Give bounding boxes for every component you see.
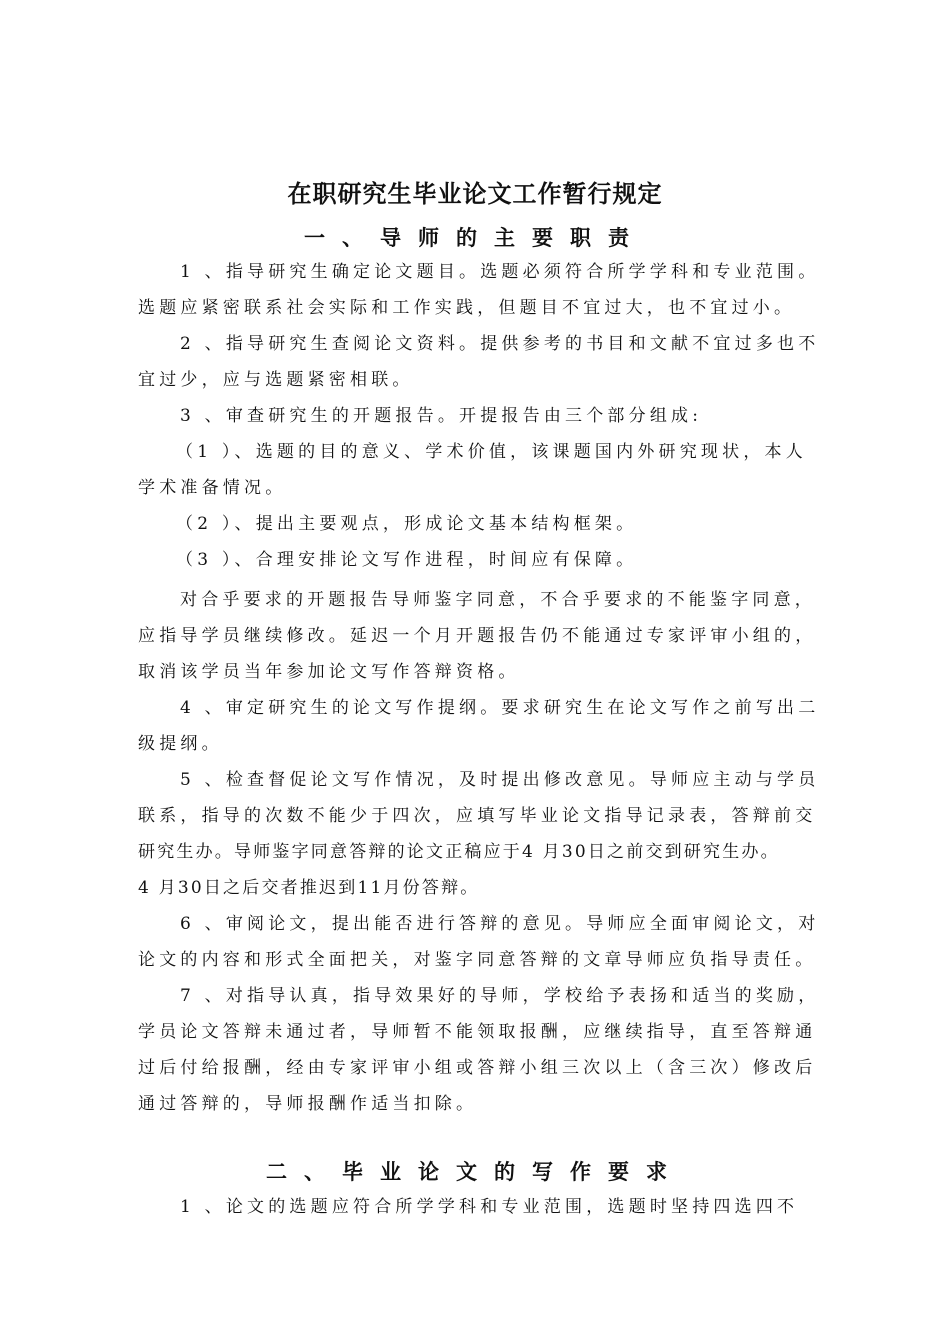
- document-title: 在职研究生毕业论文工作暂行规定: [287, 180, 663, 208]
- paragraph-line: 6 、审阅论文，提出能否进行答辩的意见。导师应全面审阅论文，对: [180, 914, 820, 934]
- paragraph-line: 4 、审定研究生的论文写作提纲。要求研究生在论文写作之前写出二: [180, 698, 820, 718]
- section-heading-2: 二、毕业论文的写作要求: [266, 1160, 684, 1184]
- paragraph-line: （2 ）、提出主要观点，形成论文基本结构框架。: [176, 514, 638, 534]
- paragraph-line: 3 、审查研究生的开题报告。开提报告由三个部分组成:: [180, 406, 703, 426]
- paragraph-line: 选题应紧密联系社会实际和工作实践，但题目不宜过大，也不宜过小。: [138, 298, 796, 318]
- paragraph-line: 联系，指导的次数不能少于四次，应填写毕业论文指导记录表，答辩前交: [138, 806, 817, 826]
- paragraph-line: 论文的内容和形式全面把关，对鉴字同意答辩的文章导师应负指导责任。: [138, 950, 817, 970]
- paragraph-line: 取消该学员当年参加论文写作答辩资格。: [138, 662, 520, 682]
- paragraph-line: 4 月30日之后交者推迟到11月份答辩。: [138, 878, 480, 898]
- paragraph-line: （1 ）、选题的目的意义、学术价值，该课题国内外研究现状，本人: [176, 442, 807, 462]
- paragraph-line: 对合乎要求的开题报告导师鉴字同意，不合乎要求的不能鉴字同意，: [180, 590, 816, 610]
- paragraph-line: 7 、对指导认真，指导效果好的导师，学校给予表扬和适当的奖励，: [180, 986, 820, 1006]
- paragraph-line: 5 、检查督促论文写作情况，及时提出修改意见。导师应主动与学员: [180, 770, 820, 790]
- section-heading-1: 一、导师的主要职责: [304, 226, 646, 250]
- paragraph-line: 级提纲。: [138, 734, 223, 754]
- paragraph-line: 1 、论文的选题应符合所学学科和专业范围，选题时坚持四选四不: [180, 1197, 799, 1217]
- paragraph-line: 2 、指导研究生查阅论文资料。提供参考的书目和文献不宜过多也不: [180, 334, 820, 354]
- paragraph-line: 学员论文答辩未通过者，导师暂不能领取报酬，应继续指导，直至答辩通: [138, 1022, 817, 1042]
- paragraph-line: 过后付给报酬，经由专家评审小组或答辩小组三次以上（含三次）修改后: [138, 1058, 817, 1078]
- paragraph-line: （3 ）、合理安排论文写作进程，时间应有保障。: [176, 550, 638, 570]
- paragraph-line: 宜过少，应与选题紧密相联。: [138, 370, 414, 390]
- paragraph-line: 1 、指导研究生确定论文题目。选题必须符合所学学科和专业范围。: [180, 262, 820, 282]
- paragraph-line: 学术准备情况。: [138, 478, 287, 498]
- paragraph-line: 研究生办。导师鉴字同意答辩的论文正稿应于4 月30日之前交到研究生办。: [138, 842, 780, 862]
- paragraph-line: 应指导学员继续修改。延迟一个月开题报告仍不能通过专家评审小组的，: [138, 626, 817, 646]
- paragraph-line: 通过答辩的，导师报酬作适当扣除。: [138, 1094, 478, 1114]
